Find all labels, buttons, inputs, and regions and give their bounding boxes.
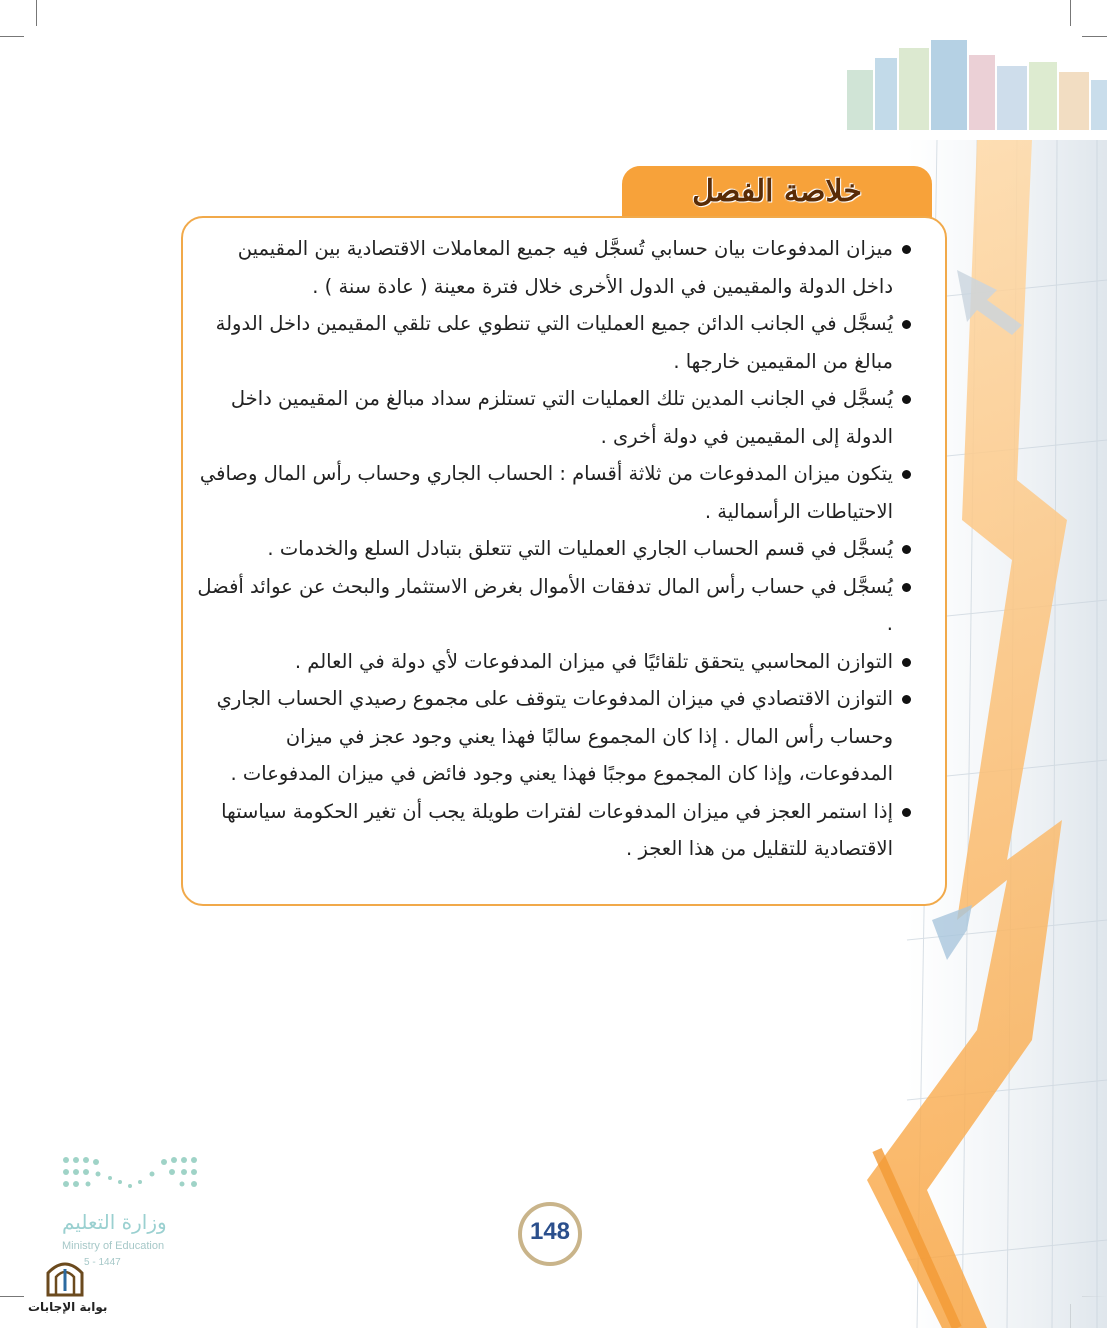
chapter-summary-tab <box>622 166 932 222</box>
summary-bullet: يُسجَّل في قسم الحساب الجاري العمليات التي تتعلق بتبادل السلع والخدمات . <box>197 530 911 568</box>
crop-mark <box>0 1296 24 1297</box>
summary-bullet: يتكون ميزان المدفوعات من ثلاثة أقسام : الحساب الجاري وحساب رأس المال وصافي الاحتياطات الرأسمالية . <box>197 455 911 530</box>
page-number-badge <box>518 1202 582 1266</box>
ministry-name-en: Ministry of Education <box>62 1240 165 1252</box>
portal-logo-icon <box>44 1255 86 1299</box>
edition-year: 5 - 1447 <box>84 1257 121 1268</box>
crop-mark <box>0 36 24 37</box>
city-skyline-icon <box>847 40 1107 130</box>
ministry-logo-icon <box>60 1150 210 1200</box>
ministry-name-ar: وزارة التعليم <box>62 1210 167 1234</box>
summary-bullet: التوازن المحاسبي يتحقق تلقائيًا في ميزان المدفوعات لأي دولة في العالم . <box>197 643 911 681</box>
summary-bullet-list <box>183 218 945 868</box>
page-number: 148 <box>529 1218 571 1245</box>
portal-label: بوابة الإجابات <box>28 1300 108 1314</box>
summary-bullet: التوازن الاقتصادي في ميزان المدفوعات يتوقف على مجموع رصيدي الحساب الجاري وحساب رأس المال . إذا كان المجموع سالبًا فهذا يعني وجود عجز في ميزان المدفوعات، وإذا كان المجموع موجبًا فهذا يعني وجود فائض في ميزان المدفوعات . <box>197 680 911 793</box>
crop-mark <box>36 0 37 26</box>
chapter-summary-box <box>181 216 947 906</box>
summary-bullet: يُسجَّل في الجانب المدين تلك العمليات التي تستلزم سداد مبالغ من المقيمين داخل الدولة إلى المقيمين في دولة أخرى . <box>197 380 911 455</box>
summary-bullet: ميزان المدفوعات بيان حسابي تُسجَّل فيه جميع المعاملات الاقتصادية بين المقيمين داخل الدولة والمقيمين في الدول الأخرى خلال فترة معينة ( عادة سنة ) . <box>197 230 911 305</box>
chapter-summary-title: خلاصة الفصل <box>692 174 862 209</box>
summary-bullet: يُسجَّل في الجانب الدائن جميع العمليات التي تنطوي على تلقي المقيمين داخل الدولة مبالغ من المقيمين خارجها . <box>197 305 911 380</box>
summary-bullet: يُسجَّل في حساب رأس المال تدفقات الأموال بغرض الاستثمار والبحث عن عوائد أفضل . <box>197 568 911 643</box>
summary-bullet: إذا استمر العجز في ميزان المدفوعات لفترات طويلة يجب أن تغير الحكومة سياستها الاقتصادية للتقليل من هذا العجز . <box>197 793 911 868</box>
